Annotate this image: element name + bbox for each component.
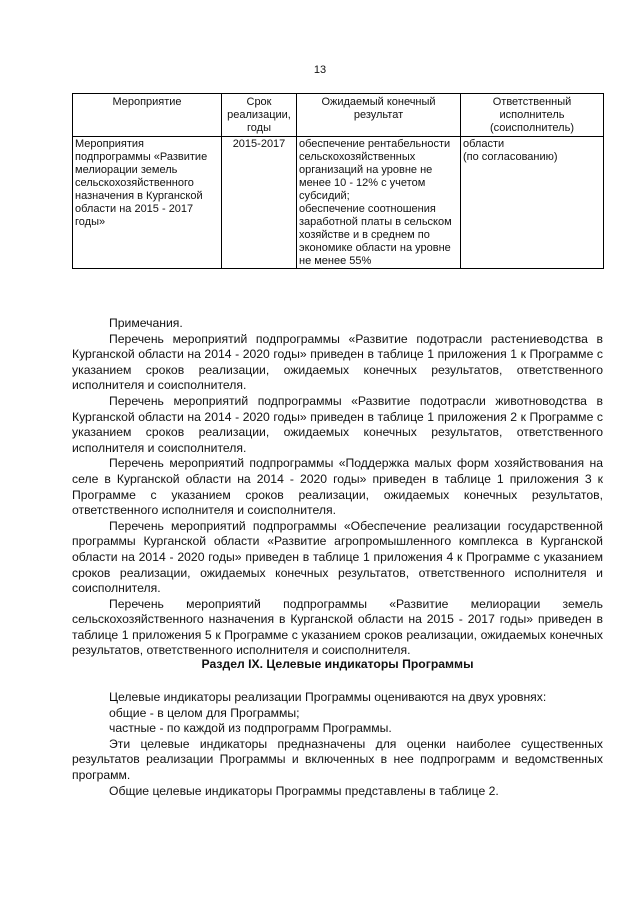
targets-paragraph: Общие целевые индикаторы Программы представлены в таблице 2. [109,783,499,798]
targets-paragraph: общие - в целом для Программы; [109,705,300,720]
result-line-2: обеспечение соотношения заработной платы в сельском хозяйстве и в среднем по экономике области на уровне не менее 55% [299,203,452,267]
targets-paragraph: частные - по каждой из подпрограмм Программы. [109,721,392,736]
cell-measure: Мероприятия подпрограммы «Развитие мелиорации земель сельскохозяйственного назначения в Курганской области на 2015 - 2017 годы» [73,137,222,269]
responsible-line-1: области [463,138,505,150]
table-header-row [73,94,604,137]
note-paragraph: Перечень мероприятий подпрограммы «Поддержка малых форм хозяйствования на селе в Курганской области на 2014 - 2020 годы» приведен в таблице 1 приложения 3 к Программе с указанием сроков реализации, ожидаемых конечных результатов, ответственного исполнителя и соисполнителя. [72,456,603,518]
targets-paragraph: Целевые индикаторы реализации Программы оцениваются на двух уровнях: [109,690,547,704]
targets-block [72,690,603,799]
header-term: Срок реализации, годы [222,94,297,137]
header-responsible: Ответственный исполнитель (соисполнитель) [461,94,604,137]
note-paragraph: Перечень мероприятий подпрограммы «Развитие мелиорации земель сельскохозяйственного назначения в Курганской области на 2015 - 2017 годы» приведен в таблице 1 приложения 5 к Программе с указанием сроков реализации, ожидаемых конечных результатов, ответственного исполнителя и соисполнителя. [72,596,603,658]
measures-table [72,93,604,269]
cell-result [297,137,461,269]
notes-block [72,316,603,659]
note-paragraph: Перечень мероприятий подпрограммы «Развитие подотрасли растениеводства в Курганской области на 2014 - 2020 годы» приведен в таблице 1 приложения 1 к Программе с указанием сроков реализации, ожидаемых конечных результатов, ответственного исполнителя и соисполнителя. [72,331,603,393]
targets-paragraph: Эти целевые индикаторы предназначены для оценки наиболее существенных результатов реализации Программы и включенных в нее подпрограмм и ведомственных программ. [72,736,603,782]
note-paragraph: Перечень мероприятий подпрограммы «Обеспечение реализации государственной программы Курганской области «Развитие агропромышленного комплекса в Курганской области на 2014 - 2020 годы» приведен в таблице 1 приложения 4 к Программе с указанием сроков реализации, ожидаемых конечных результатов, ответственного исполнителя и соисполнителя. [72,518,603,596]
section-title: Раздел IX. Целевые индикаторы Программы [201,657,474,671]
header-measure: Мероприятие [73,94,222,137]
result-line-1: обеспечение рентабельности сельскохозяйственных организаций на уровне не менее 10 - 12% с учетом субсидий; [299,138,451,202]
responsible-line-2: (по согласованию) [463,151,558,163]
table-row [73,137,604,269]
notes-title: Примечания. [109,316,183,330]
cell-responsible [461,137,604,269]
cell-term: 2015-2017 [222,137,297,269]
header-result: Ожидаемый конечный результат [297,94,461,137]
page-number: 13 [313,64,327,76]
note-paragraph: Перечень мероприятий подпрограммы «Развитие подотрасли животноводства в Курганской области на 2014 - 2020 годы» приведен в таблице 1 приложения 2 к Программе с указанием сроков реализации, ожидаемых конечных результатов, ответственного исполнителя и соисполнителя. [72,393,603,455]
